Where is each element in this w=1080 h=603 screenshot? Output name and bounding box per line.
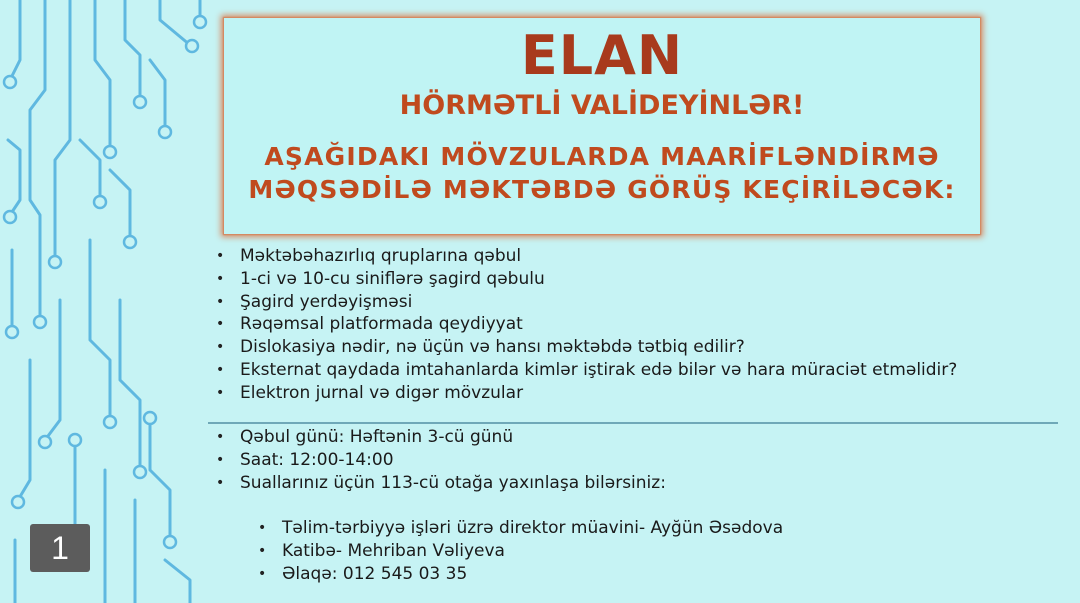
list-item: • Eksternat qaydada imtahanlarda kimlər iştirak edə bilər və hara müraciət etməlidir?	[240, 359, 957, 382]
contact-list	[282, 517, 783, 585]
topic-list	[240, 245, 957, 405]
list-item: • Təlim-tərbiyyə işləri üzrə direktor müavini- Ayğün Əsədova	[282, 517, 783, 540]
list-item: • Suallarınız üçün 113-cü otağa yaxınlaşa bilərsiniz:	[240, 472, 666, 495]
divider	[208, 422, 1058, 424]
announcement-title: ELAN	[520, 24, 684, 87]
greeting-heading: HÖRMƏTLİ VALİDEYİNLƏR!	[399, 90, 805, 121]
announcement-line-1: AŞAĞIDAKI MÖVZULARDA MAARİFLƏNDİRMƏ	[264, 142, 940, 171]
list-item: • 1-ci və 10-cu siniflərə şagird qəbulu	[240, 268, 957, 291]
list-item: • Saat: 12:00-14:00	[240, 449, 666, 472]
list-item: • Rəqəmsal platformada qeydiyyat	[240, 313, 957, 336]
list-item: • Katibə- Mehriban Vəliyeva	[282, 540, 783, 563]
announcement-header	[224, 18, 980, 234]
announcement-line-2: MƏQSƏDİLƏ MƏKTƏBDƏ GÖRÜŞ KEÇİRİLƏCƏK:	[248, 175, 956, 204]
list-item: • Əlaqə: 012 545 03 35	[282, 563, 783, 586]
list-item: • Məktəbəhazırlıq qruplarına qəbul	[240, 245, 957, 268]
list-item: • Dislokasiya nədir, nə üçün və hansı məktəbdə tətbiq edilir?	[240, 336, 957, 359]
list-item: • Qəbul günü: Həftənin 3-cü günü	[240, 426, 666, 449]
list-item: • Elektron jurnal və digər mövzular	[240, 382, 957, 405]
schedule-info-list	[240, 426, 666, 494]
list-item: • Şagird yerdəyişməsi	[240, 291, 957, 314]
page-number-badge: 1	[30, 524, 90, 572]
